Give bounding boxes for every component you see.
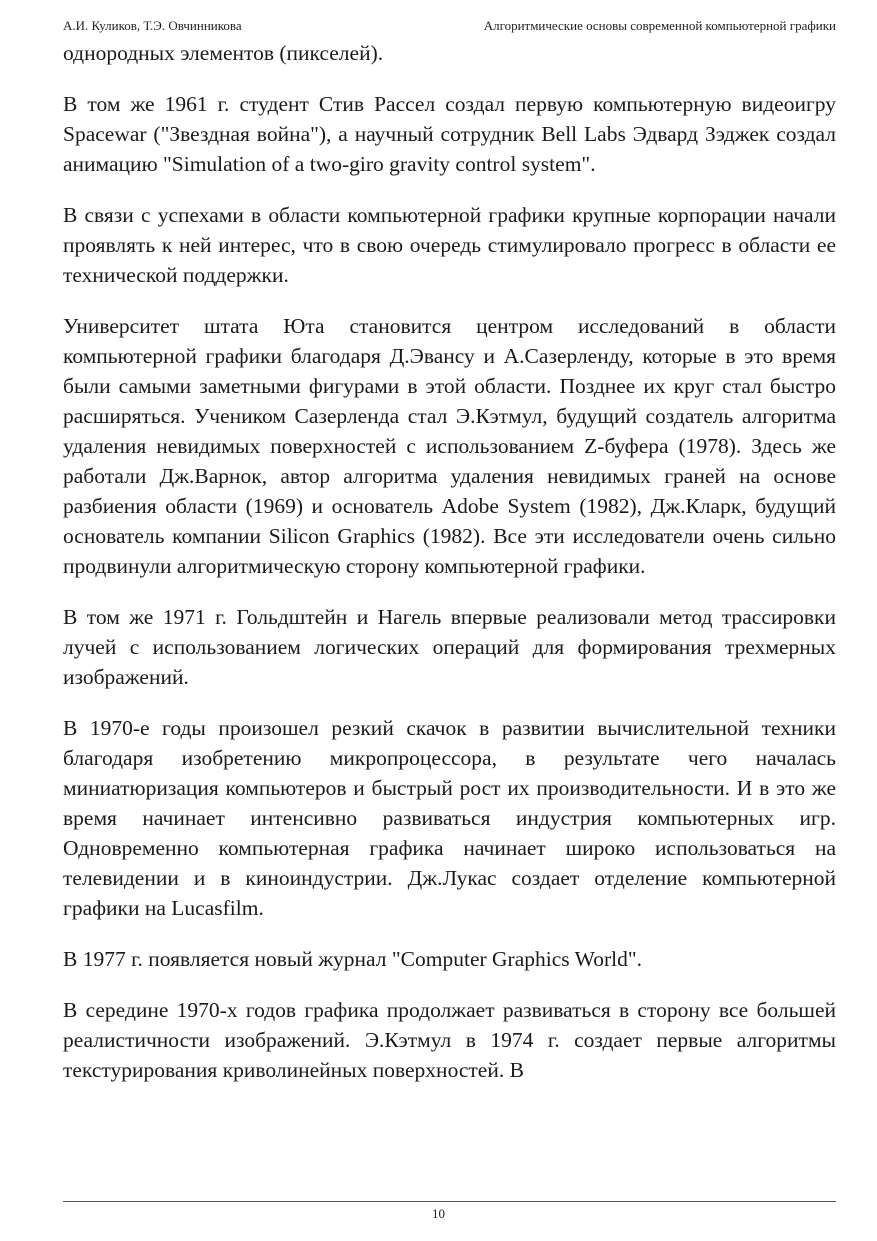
paragraph-cgw-journal: В 1977 г. появляется новый журнал "Computer Graphics World". (63, 947, 642, 971)
header-authors: А.И. Куликов, Т.Э. Овчинникова (63, 18, 242, 33)
header-book-title: Алгоритмические основы современной компьютерной графики (483, 18, 836, 33)
footer-rule (63, 1201, 836, 1202)
paragraph-utah-university: Университет штата Юта становится центром исследований в области компьютерной графики благодаря Д.Эвансу и А.Сазерленду, которые в это время были самыми заметными фигурами в этой области. Позднее их круг стал быстро расширяться. Учеником Сазерленда стал Э.Кэтмул, будущий создатель алгоритма удаления невидимых поверхностей с использованием Z-буфера (1978). Здесь же работали Дж.Варнок, автор алгоритма удаления невидимых граней на основе разбиения области (1969) и основатель Adobe System (1982), Дж.Кларк, будущий основатель компании Silicon Graphics (1982). Все эти исследователи очень сильно продвинули алгоритмическую сторону компьютерной графики. (63, 314, 836, 578)
paragraph-ray-tracing: В том же 1971 г. Гольдштейн и Нагель впервые реализовали метод трассировки лучей с использованием логических операций для формирования трехмерных изображений. (63, 605, 836, 689)
running-header (63, 16, 836, 36)
paragraph-texturing: В середине 1970-х годов графика продолжает развиваться в сторону все большей реалистичности изображений. Э.Кэтмул в 1974 г. создает первые алгоритмы текстурирования криволинейных поверхностей. В (63, 998, 836, 1082)
paragraph-spacewar: В том же 1961 г. студент Стив Рассел создал первую компьютерную видеоигру Spacewar ("Звездная война"), а научный сотрудник Bell Labs Эдвард Зэджек создал анимацию "Simulation of a two-giro gravity control system". (63, 92, 836, 176)
paragraph-1970s: В 1970-е годы произошел резкий скачок в развитии вычислительной техники благодаря изобретению микропроцессора, в результате чего началась миниатюризация компьютеров и быстрый рост их производительности. И в это же время начинает интенсивно развиваться индустрия компьютерных игр. Одновременно компьютерная графика начинает широко использоваться на телевидении и в киноиндустрии. Дж.Лукас создает отделение компьютерной графики на Lucasfilm. (63, 716, 836, 920)
paragraph-continuation: однородных элементов (пикселей). (63, 41, 384, 65)
paragraph-corporations: В связи с успехами в области компьютерной графики крупные корпорации начали проявлять к ней интерес, что в свою очередь стимулировало прогресс в области ее технической поддержки. (63, 203, 836, 287)
page-number: 10 (432, 1206, 445, 1221)
body-text (63, 38, 836, 1106)
